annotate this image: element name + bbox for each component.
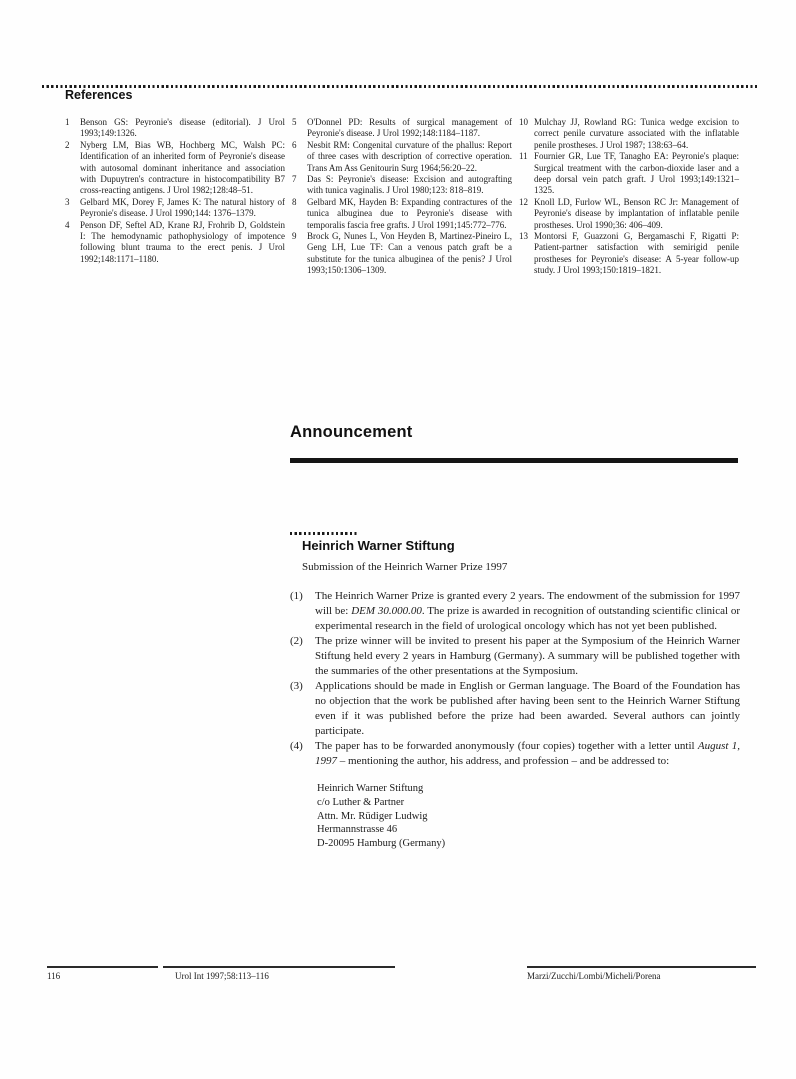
reference-text: Gelbard MK, Hayden B: Expanding contractures of the tunica albuginea due to Peyronie's disease with temporalis fascia free grafts. J Urol 1991;145:772–776. bbox=[307, 196, 512, 230]
announcement-item bbox=[290, 679, 740, 739]
plain-text: Applications should be made in English or German language. The Board of the Foundation has no objection that the work be published after having been sent to the Heinrich Warner Stiftung even if it was published before the prize had been awarded. Several authors can jointly participate. bbox=[315, 680, 740, 737]
references-list bbox=[65, 117, 738, 277]
footer-rule-journal-ref bbox=[163, 966, 395, 968]
footer-authors: Marzi/Zucchi/Lombi/Micheli/Porena bbox=[527, 971, 661, 981]
reference-text: Penson DF, Seftel AD, Krane RJ, Frohrib D, Goldstein I: The hemodynamic pathophysiology of impotence following blunt trauma to the erect penis. J Urol 1992;148:1171–1180. bbox=[80, 219, 285, 264]
reference-entry bbox=[65, 140, 285, 197]
reference-entry bbox=[292, 231, 512, 277]
announcement-thick-rule bbox=[290, 458, 738, 463]
reference-entry bbox=[65, 117, 285, 140]
references-column bbox=[519, 117, 739, 277]
italic-text: DEM 30.000.00 bbox=[351, 605, 422, 617]
reference-entry bbox=[292, 117, 512, 140]
address-line: D-20095 Hamburg (Germany) bbox=[317, 838, 446, 850]
plain-text: The paper has to be forwarded anonymously (four copies) together with a letter until bbox=[315, 740, 698, 752]
announcement-heading: Announcement bbox=[290, 423, 413, 441]
announcement-item-number: (1) bbox=[290, 590, 303, 602]
reference-number: 12 bbox=[519, 196, 528, 207]
reference-number: 8 bbox=[292, 196, 297, 207]
references-dotted-divider bbox=[42, 85, 758, 88]
reference-entry bbox=[292, 197, 512, 231]
reference-text: Knoll LD, Furlow WL, Benson RC Jr: Management of Peyronie's disease by implantation of inflatable penile prostheses. Urol 1990;36: 406–409. bbox=[534, 196, 739, 230]
plain-text: – mentioning the author, his address, and profession – and be addressed to: bbox=[337, 755, 670, 767]
reference-text: O'Donnel PD: Results of surgical management of Peyronie's disease. J Urol 1992;148:1184–1187. bbox=[307, 117, 512, 139]
references-column bbox=[292, 117, 512, 277]
page-number: 116 bbox=[47, 971, 61, 981]
reference-number: 4 bbox=[65, 219, 70, 230]
reference-entry bbox=[65, 220, 285, 266]
address-line: c/o Luther & Partner bbox=[317, 796, 405, 808]
reference-text: Das S: Peyronie's disease: Excision and autografting with tunica vaginalis. J Urol 1980;123: 818–819. bbox=[307, 174, 512, 196]
reference-text: Fournier GR, Lue TF, Tanagho EA: Peyronie's plaque: Surgical treatment with the carbon-dioxide laser and a deep dorsal vein patch graft. J Urol 1993;149:1321–1325. bbox=[534, 151, 739, 196]
reference-entry bbox=[292, 174, 512, 197]
address-line: Attn. Mr. Rüdiger Ludwig bbox=[317, 810, 428, 822]
reference-entry bbox=[519, 151, 739, 197]
footer-rule-authors bbox=[527, 966, 756, 968]
article-title: Heinrich Warner Stiftung bbox=[302, 538, 455, 553]
reference-entry bbox=[519, 117, 739, 151]
italic-text: August 1, 1997 bbox=[315, 740, 740, 767]
article-subtitle: Submission of the Heinrich Warner Prize 1997 bbox=[302, 561, 508, 573]
announcement-item bbox=[290, 589, 740, 634]
announcement-body bbox=[290, 589, 740, 851]
reference-entry bbox=[519, 231, 739, 277]
reference-text: Benson GS: Peyronie's disease (editorial). J Urol 1993;149:1326. bbox=[80, 117, 285, 139]
announcement-item-text bbox=[315, 679, 740, 739]
reference-entry bbox=[65, 197, 285, 220]
announcement-item bbox=[290, 634, 740, 679]
references-column bbox=[65, 117, 285, 277]
reference-text: Brock G, Nunes L, Von Heyden B, Martinez-Pineiro L, Geng LH, Lue TF: Can a venous patch graft be a substitute for the tunica albuginea of the penis? J Urol 1993;150:1306–1309. bbox=[307, 231, 512, 276]
announcement-item-number: (2) bbox=[290, 635, 303, 647]
reference-number: 2 bbox=[65, 139, 70, 150]
reference-number: 11 bbox=[519, 151, 528, 162]
reference-number: 9 bbox=[292, 231, 297, 242]
references-heading: References bbox=[65, 88, 133, 102]
reference-text: Nyberg LM, Bias WB, Hochberg MC, Walsh PC: Identification of an inherited form of Peyronie's disease with autosomal dominant inheritance and association with Dupuytren's contracture in histocompatibility B7 cross-reacting antigens. J Urol 1982;128:48–51. bbox=[80, 139, 285, 196]
reference-number: 13 bbox=[519, 231, 528, 242]
reference-text: Nesbit RM: Congenital curvature of the phallus: Report of three cases with description of corrective operation. Trans Am Ass Genitourin Surg 1964;56:20–22. bbox=[307, 139, 512, 173]
address-block bbox=[317, 782, 740, 851]
announcement-item-text bbox=[315, 589, 740, 634]
reference-number: 1 bbox=[65, 117, 70, 127]
plain-text: The prize winner will be invited to present his paper at the Symposium of the Heinrich Warner Stiftung held every 2 years in Hamburg (Germany). A summary will be published together with the summaries of the other presentations at the Symposium. bbox=[315, 635, 740, 677]
announcement-item-text bbox=[315, 739, 740, 769]
reference-text: Montorsi F, Guazzoni G, Bergamaschi F, Rigatti P: Patient-partner satisfaction with semirigid penile prostheses for Peyronie's disease: A 5-year follow-up study. J Urol 1993;150:1819–1821. bbox=[534, 231, 739, 276]
announcement-item-text bbox=[315, 634, 740, 679]
reference-entry bbox=[519, 197, 739, 231]
reference-text: Gelbard MK, Dorey F, James K: The natural history of Peyronie's disease. J Urol 1990;144: 1376–1379. bbox=[80, 196, 285, 219]
reference-number: 3 bbox=[65, 196, 70, 207]
address-line: Hermannstrasse 46 bbox=[317, 824, 398, 836]
reference-number: 10 bbox=[519, 117, 528, 127]
announcement-item-number: (4) bbox=[290, 740, 303, 752]
journal-reference: Urol Int 1997;58:113–116 bbox=[175, 971, 269, 981]
reference-number: 7 bbox=[292, 174, 297, 185]
reference-number: 5 bbox=[292, 117, 297, 127]
reference-text: Mulchay JJ, Rowland RG: Tunica wedge excision to correct penile curvature associated with the inflatable penile prostheses. J Urol 1987; 138:63–64. bbox=[534, 117, 739, 150]
plain-text: The Heinrich Warner Prize is granted every 2 years. The endowment of the submission for 1997 will be: bbox=[315, 590, 740, 617]
address-line: Heinrich Warner Stiftung bbox=[317, 783, 424, 794]
announcement-item-number: (3) bbox=[290, 680, 303, 692]
footer-rule-page-number bbox=[47, 966, 158, 968]
announcement-item bbox=[290, 739, 740, 769]
article-dotted-divider bbox=[290, 532, 358, 535]
reference-entry bbox=[292, 140, 512, 174]
reference-number: 6 bbox=[292, 139, 297, 150]
plain-text: . The prize is awarded in recognition of outstanding scientific clinical or experimental research in the field of urological oncology which has not yet been published. bbox=[315, 605, 740, 632]
